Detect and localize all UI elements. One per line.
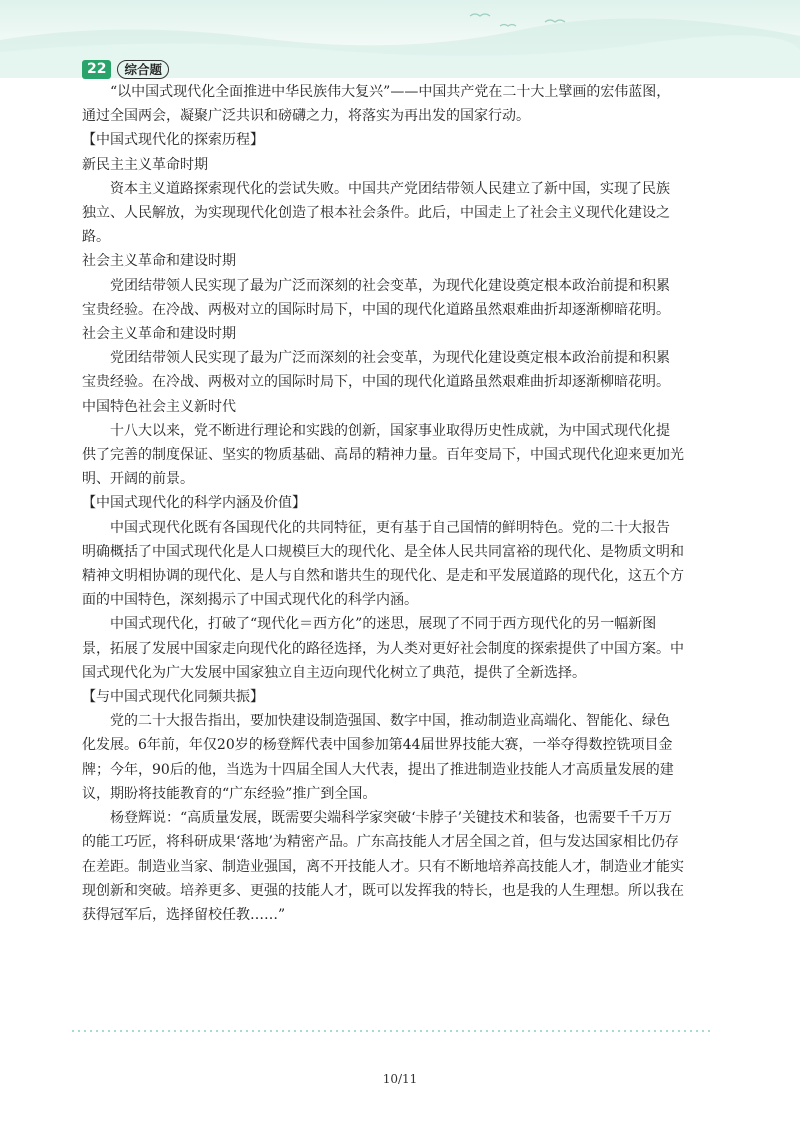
text-line: 牌；今年，90后的他，当选为十四届全国人大代表，提出了推进制造业技能人才高质量发展的建 [82,761,674,778]
footer-divider [70,1030,710,1032]
text-line: 宝贵经验。在冷战、两极对立的国际时局下，中国的现代化道路虽然艰难曲折却逐渐柳暗花明。 [82,301,670,318]
text-line: 通过全国两会，凝聚广泛共识和磅礴之力，将落实为再出发的国家行动。 [82,108,530,125]
text-line: 杨登辉说：“高质量发展，既需要尖端科学家突破‘卡脖子’关键技术和装备，也需要千千万万 [110,810,673,827]
text-line: 资本主义道路探索现代化的尝试失败。中国共产党团结带领人民建立了新中国，实现了民族 [110,180,670,197]
question-type: 综合题 [117,60,169,79]
text-line: 独立、人民解放，为实现现代化创造了根本社会条件。此后，中国走上了社会主义现代化建设之 [82,205,670,222]
text-line: 面的中国特色，深刻揭示了中国式现代化的科学内涵。 [82,592,418,609]
question-content [82,58,722,927]
text-line: 明确概括了中国式现代化是人口规模巨大的现代化、是全体人民共同富裕的现代化、是物质文明和 [82,543,684,560]
quote-paragraph [82,806,722,927]
text-line: 中国式现代化既有各国现代化的共同特征，更有基于自己国情的鲜明特色。党的二十大报告 [110,519,670,536]
period-title: 中国特色社会主义新时代 [82,398,236,415]
text-line: 路。 [82,229,110,246]
section-title: 【中国式现代化的科学内涵及价值】 [82,495,306,512]
text-line: 在差距。制造业当家、制造业强国，离不开技能人才。只有不断地培养高技能人才，制造业才能实 [82,858,684,875]
text-line: 议，期盼将技能教育的“广东经验”推广到全国。 [82,785,377,802]
text-line: 党团结带领人民实现了最为广泛而深刻的社会变革，为现代化建设奠定根本政治前提和积累 [110,277,670,294]
intro-paragraph [82,80,722,128]
text-line: 供了完善的制度保证、坚实的物质基础、高昂的精神力量。百年变局下，中国式现代化迎来更加光 [82,447,684,464]
text-line: 十八大以来，党不断进行理论和实践的创新，国家事业取得历史性成就，为中国式现代化提 [110,422,670,439]
text-line: 党的二十大报告指出，要加快建设制造强国、数字中国，推动制造业高端化、智能化、绿色 [110,713,670,730]
period-title: 社会主义革命和建设时期 [82,326,236,343]
period-paragraph [82,274,722,322]
text-line: 现创新和突破。培养更多、更强的技能人才，既可以发挥我的特长，也是我的人生理想。所以我在 [82,882,684,899]
section-title: 【与中国式现代化同频共振】 [82,689,264,706]
text-line: 精神文明相协调的现代化、是人与自然和谐共生的现代化、是走和平发展道路的现代化，这五个方 [82,568,684,585]
period-title: 新民主主义革命时期 [82,156,208,173]
period-paragraph [82,419,722,492]
body-paragraph [82,612,722,685]
text-line: “以中国式现代化全面推进中华民族伟大复兴”——中国共产党在二十大上擘画的宏伟蓝图， [110,84,671,100]
period-paragraph [82,346,722,394]
body-paragraph [82,709,722,806]
text-line: 获得冠军后，选择留校任教……” [82,906,286,923]
text-line: 宝贵经验。在冷战、两极对立的国际时局下，中国的现代化道路虽然艰难曲折却逐渐柳暗花明。 [82,374,670,391]
body-paragraph [82,516,722,613]
period-paragraph [82,177,722,250]
question-number: 22 [82,60,111,79]
text-line: 国式现代化为广大发展中国家独立自主迈向现代化树立了典范，提供了全新选择。 [82,664,586,681]
text-line: 中国式现代化，打破了“现代化＝西方化”的迷思，展现了不同于西方现代化的另一幅新图 [110,616,657,633]
section-title: 【中国式现代化的探索历程】 [82,132,264,149]
question-header [82,58,722,80]
text-line: 党团结带领人民实现了最为广泛而深刻的社会变革，为现代化建设奠定根本政治前提和积累 [110,350,670,367]
text-line: 景，拓展了发展中国家走向现代化的路径选择，为人类对更好社会制度的探索提供了中国方案。中 [82,640,684,657]
period-title: 社会主义革命和建设时期 [82,253,236,270]
text-line: 的能工巧匠，将科研成果‘落地’为精密产品。广东高技能人才居全国之首，但与发达国家相比仍存 [82,834,679,851]
text-line: 明、开阔的前景。 [82,471,194,488]
text-line: 化发展。6年前，年仅20岁的杨登辉代表中国参加第44届世界技能大赛，一举夺得数控铣项目金 [82,737,673,754]
page-number: 10/11 [382,1072,418,1086]
